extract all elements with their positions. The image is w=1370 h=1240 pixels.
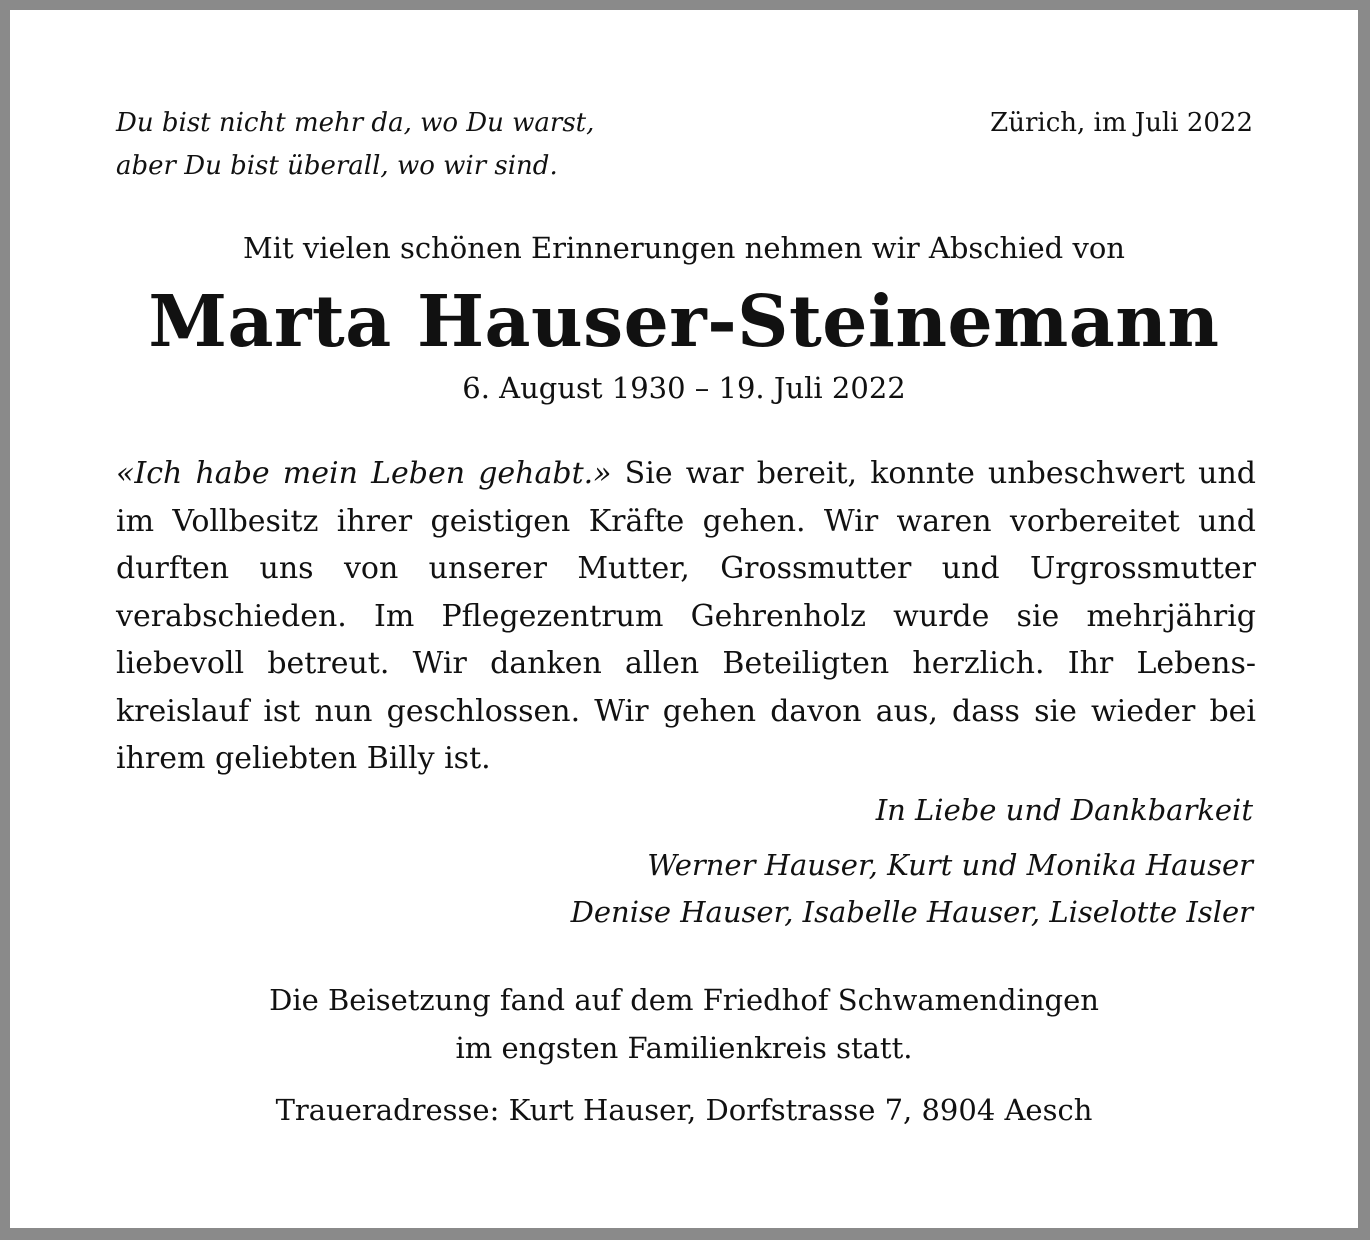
burial-line-2: im engsten Familienkreis statt. [455, 1031, 913, 1065]
obituary-body-text: Sie war bereit, konnte unbeschwert und im Vollbesitz ihrer geistigen Kräfte gehen. Wir waren vorbereitet und durften uns von unserer Mutter, Grossmutter und Urgrossmutter verabschieden. Im Pflegezentrum Gehrenholz wurde sie mehrjährig liebevoll betreut. Wir danken allen Beteiligten herzlich. Ihr Lebenskreislauf ist nun geschlossen. Wir gehen davon aus, dass sie wieder bei ihrem geliebten Billy ist. [116, 456, 1256, 776]
motto-line-1: Du bist nicht mehr da, wo Du warst, [116, 108, 595, 138]
deceased-name: Marta Hauser-Steinemann [148, 279, 1220, 363]
mourners-line-1: Werner Hauser, Kurt und Monika Hauser [647, 848, 1253, 882]
place-date: Zürich, im Juli 2022 [990, 108, 1253, 138]
obituary-text [116, 450, 1256, 783]
motto-quote [116, 102, 594, 188]
closing-line: In Liebe und Dankbarkeit [875, 793, 1253, 827]
mourners-list [571, 842, 1253, 936]
life-dates: 6. August 1930 – 19. Juli 2022 [462, 371, 906, 405]
mourning-address: Traueradresse: Kurt Hauser, Dorfstrasse 7, 8904 Aesch [275, 1093, 1093, 1127]
mourners-line-2: Denise Hauser, Isabelle Hauser, Liselotte Isler [570, 895, 1253, 929]
intro-line: Mit vielen schönen Erinnerungen nehmen wir Abschied von [243, 231, 1125, 265]
burial-line-1: Die Beisetzung fand auf dem Friedhof Schwamendingen [269, 983, 1099, 1017]
motto-line-2: aber Du bist überall, wo wir sind. [116, 151, 558, 181]
burial-notice [10, 976, 1358, 1072]
obituary-page [10, 10, 1358, 1228]
obituary-quote: «Ich habe mein Leben gehabt.» [116, 456, 612, 491]
